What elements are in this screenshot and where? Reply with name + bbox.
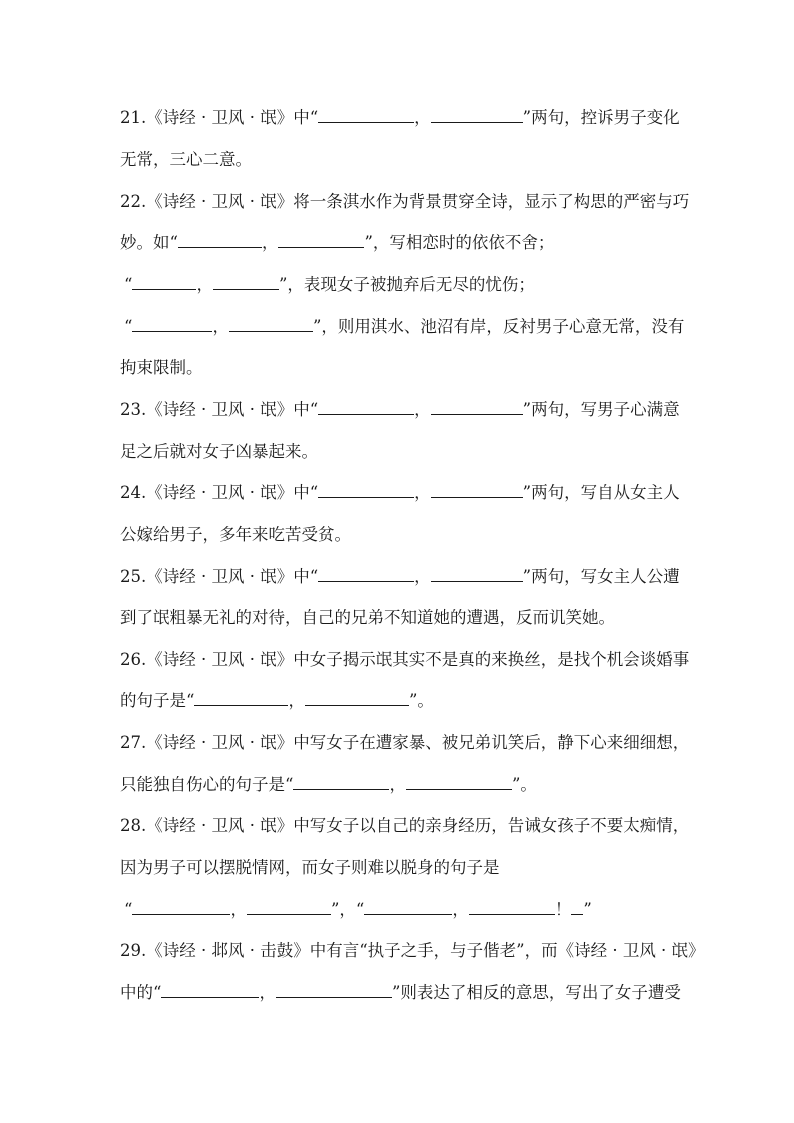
answer-blank[interactable]	[213, 273, 279, 290]
question-text: ”两句，控诉男子变化	[522, 108, 680, 127]
answer-blank[interactable]	[469, 898, 555, 915]
question-text: ”。	[408, 691, 434, 710]
question-text: 只能独自伤心的句子是“	[120, 775, 294, 794]
answer-blank[interactable]	[318, 481, 414, 498]
question-text: 27.《诗经 · 卫风 · 氓》中写女子在遭家暴、被兄弟讥笑后，静下心来细细想，	[120, 733, 690, 752]
question-27-line-1	[120, 731, 689, 755]
question-26-line-1	[120, 648, 689, 672]
answer-blank[interactable]	[132, 273, 196, 290]
answer-blank[interactable]	[305, 689, 409, 706]
question-28-line-2	[120, 856, 500, 880]
answer-blank[interactable]	[178, 231, 262, 248]
blank-comma: ，	[212, 317, 229, 336]
answer-blank[interactable]	[318, 106, 414, 123]
question-text: 29.《诗经 · 邶风 · 击鼓》中有言“执子之手，与子偕老”，而《诗经 · 卫风 · 氓》	[120, 941, 705, 960]
answer-blank[interactable]	[318, 398, 414, 415]
question-text: ”	[583, 900, 592, 919]
question-text: ”两句，写女主人公遭	[522, 567, 680, 586]
answer-blank[interactable]	[161, 981, 259, 998]
question-28-line-3	[124, 898, 592, 922]
question-27-line-2	[120, 773, 537, 797]
blank-comma: ，	[452, 900, 469, 919]
question-text: 的句子是“	[120, 691, 195, 710]
question-29-line-1	[120, 939, 705, 963]
question-text: 到了氓粗暴无礼的对待，自己的兄弟不知道她的遭遇，反而讥笑她。	[120, 608, 615, 627]
answer-blank[interactable]	[278, 231, 364, 248]
answer-blank[interactable]	[276, 981, 392, 998]
question-26-line-2	[120, 689, 434, 713]
question-text: 拘束限制。	[120, 358, 203, 377]
question-text: 25.《诗经 · 卫风 · 氓》中“	[120, 567, 319, 586]
answer-blank[interactable]	[293, 773, 389, 790]
blank-comma: ，	[414, 108, 431, 127]
blank-comma: ，	[261, 233, 279, 252]
question-text: 23.《诗经 · 卫风 · 氓》中“	[120, 400, 319, 419]
question-text: “	[124, 317, 133, 336]
blank-comma: ，	[389, 775, 406, 794]
question-24-line-2	[120, 523, 351, 547]
question-25-line-1	[120, 565, 680, 589]
question-text: ”，表现女子被抛弃后无尽的忧伤；	[278, 275, 535, 294]
question-23-line-1	[120, 398, 680, 422]
answer-blank[interactable]	[431, 106, 523, 123]
question-text: 28.《诗经 · 卫风 · 氓》中写女子以自己的亲身经历，告诫女孩子不要太痴情，	[120, 816, 690, 835]
question-22-line-4	[124, 315, 684, 339]
question-text: ”，则用淇水、池沼有岸，反衬男子心意无常，没有	[312, 317, 685, 336]
blank-comma: ，	[230, 900, 247, 919]
answer-blank[interactable]	[318, 565, 414, 582]
blank-comma: ，	[414, 483, 431, 502]
question-29-line-2	[120, 981, 681, 1005]
exclamation-mark: ！	[554, 900, 572, 919]
answer-blank[interactable]	[247, 898, 331, 915]
question-22-line-5	[120, 356, 203, 380]
question-22-line-2	[120, 231, 554, 255]
question-text: ”两句，写自从女主人	[522, 483, 680, 502]
answer-blank[interactable]	[229, 315, 313, 332]
question-text: 26.《诗经 · 卫风 · 氓》中女子揭示氓其实不是真的来换丝，是找个机会谈婚事	[120, 650, 690, 669]
answer-blank[interactable]	[132, 898, 230, 915]
question-24-line-1	[120, 481, 680, 505]
question-25-line-2	[120, 606, 615, 630]
question-text: 24.《诗经 · 卫风 · 氓》中“	[120, 483, 319, 502]
question-21-line-1	[120, 106, 680, 130]
question-28-line-1	[120, 814, 689, 838]
blank-comma: ，	[259, 983, 276, 1002]
question-22-line-1	[120, 190, 689, 214]
question-21-line-2	[120, 148, 252, 172]
answer-blank[interactable]	[406, 773, 512, 790]
question-text: 公嫁给男子，多年来吃苦受贫。	[120, 525, 351, 544]
question-text: “	[124, 900, 133, 919]
blank-comma: ，	[196, 275, 213, 294]
question-text: 无常，三心二意。	[120, 150, 252, 169]
answer-blank[interactable]	[431, 398, 523, 415]
question-text: ”，“	[330, 900, 365, 919]
question-text: ”。	[511, 775, 537, 794]
question-22-line-3	[124, 273, 535, 297]
question-text: 21.《诗经 · 卫风 · 氓》中“	[120, 108, 319, 127]
blank-comma: ，	[414, 567, 431, 586]
question-23-line-2	[120, 440, 318, 464]
answer-blank[interactable]	[431, 565, 523, 582]
question-text: 因为男子可以摆脱情网，而女子则难以脱身的句子是	[120, 858, 500, 877]
question-text: “	[124, 275, 133, 294]
question-text: ”，写相恋时的依依不舍；	[364, 233, 555, 252]
question-text: 足之后就对女子凶暴起来。	[120, 442, 318, 461]
question-text: 中的“	[120, 983, 162, 1002]
blank-comma: ，	[414, 400, 431, 419]
answer-blank[interactable]	[194, 689, 288, 706]
question-text: ”则表达了相反的意思，写出了女子遭受	[391, 983, 681, 1002]
blank-comma: ，	[288, 691, 305, 710]
answer-blank[interactable]	[431, 481, 523, 498]
answer-blank[interactable]	[132, 315, 212, 332]
answer-blank[interactable]	[364, 898, 452, 915]
question-text: 妙。如“	[120, 233, 178, 252]
answer-blank[interactable]	[571, 898, 583, 915]
question-text: 22.《诗经 · 卫风 · 氓》将一条淇水作为背景贯穿全诗，显示了构思的严密与巧	[120, 192, 690, 211]
question-text: ”两句，写男子心满意	[522, 400, 680, 419]
